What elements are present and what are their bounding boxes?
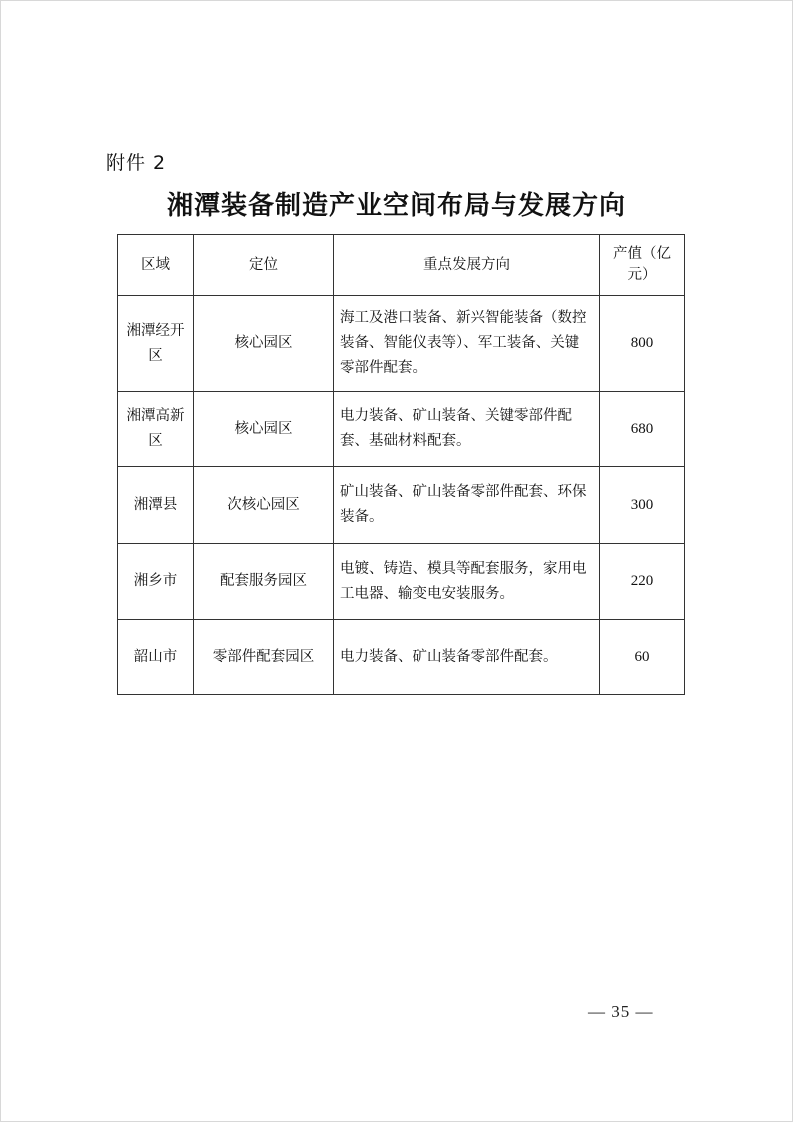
cell-region: 韶山市: [118, 620, 194, 695]
attachment-label: 附件 2: [106, 152, 167, 174]
cell-positioning: 核心园区: [194, 296, 334, 392]
table-row: [118, 296, 685, 392]
cell-output: 680: [600, 392, 685, 467]
cell-output: 60: [600, 620, 685, 695]
table-header-row: [118, 235, 685, 296]
header-region: 区域: [118, 235, 194, 296]
table-row: [118, 392, 685, 467]
cell-region: 湘潭高新区: [118, 392, 194, 467]
document-title: 湘潭装备制造产业空间布局与发展方向: [166, 191, 626, 221]
cell-positioning: 次核心园区: [194, 467, 334, 544]
cell-positioning: 零部件配套园区: [194, 620, 334, 695]
cell-direction: 矿山装备、矿山装备零部件配套、环保装备。: [334, 467, 600, 544]
cell-region: 湘潭县: [118, 467, 194, 544]
cell-output: 800: [600, 296, 685, 392]
cell-region: 湘潭经开区: [118, 296, 194, 392]
table-row: [118, 544, 685, 620]
cell-direction: 电力装备、矿山装备、关键零部件配套、基础材料配套。: [334, 392, 600, 467]
cell-positioning: 核心园区: [194, 392, 334, 467]
header-direction: 重点发展方向: [334, 235, 600, 296]
table-row: [118, 467, 685, 544]
cell-region: 湘乡市: [118, 544, 194, 620]
cell-positioning: 配套服务园区: [194, 544, 334, 620]
cell-output: 300: [600, 467, 685, 544]
header-output: 产值（亿元）: [600, 235, 685, 296]
page-number: — 35 —: [588, 1002, 654, 1021]
header-positioning: 定位: [194, 235, 334, 296]
cell-direction: 电镀、铸造、模具等配套服务，家用电工电器、输变电安装服务。: [334, 544, 600, 620]
data-table: [117, 234, 685, 695]
cell-direction: 电力装备、矿山装备零部件配套。: [334, 620, 600, 695]
cell-output: 220: [600, 544, 685, 620]
table-row: [118, 620, 685, 695]
cell-direction: 海工及港口装备、新兴智能装备（数控装备、智能仪表等）、军工装备、关键零部件配套。: [334, 296, 600, 392]
